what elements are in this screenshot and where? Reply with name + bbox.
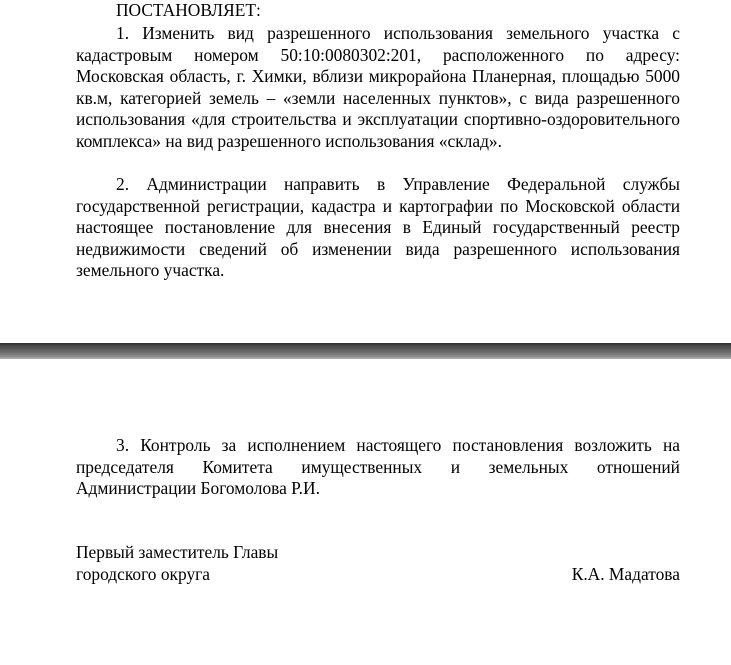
paragraph-3-text: 3. Контроль за исполнением настоящего постановления возложить на председателя Комитета имущественных и земельных отношений Администрации Богомолова Р.И. — [76, 435, 680, 498]
decree-heading: ПОСТАНОВЛЯЕТ: — [116, 0, 261, 20]
page-lower — [0, 359, 731, 665]
signatory-position-line1: Первый заместитель Главы — [76, 542, 279, 562]
paragraph-1 — [76, 23, 680, 152]
signatory-name: К.А. Мадатова — [571, 563, 680, 584]
paragraph-2-text: 2. Администрации направить в Управление Федеральной службы государственной регистрации, кадастра и картографии по Московской области настоящее постановление для внесения в Единый государственный реестр недвижимости сведений об изменении вида разрешенного использования земельного участка. — [76, 174, 680, 280]
paragraph-3 — [76, 435, 680, 500]
signatory-position-line2: городского округа — [76, 563, 211, 584]
signature-row — [76, 564, 680, 586]
page-separator — [0, 343, 731, 359]
paragraph-1-text: 1. Изменить вид разрешенного использования земельного участка с кадастровым номером 50:10:0080302:201, расположенного по адресу: Московская область, г. Химки, вблизи микрорайона Планерная, площадью 5000 кв.м, категорией земель – «земли населенных пунктов», с вида разрешенного использования «для строительства и эксплуатации спортивно-оздоровительного комплекса» на вид разрешенного использования «склад». — [76, 23, 680, 151]
paragraph-2 — [76, 174, 680, 282]
signature-block — [76, 542, 680, 585]
